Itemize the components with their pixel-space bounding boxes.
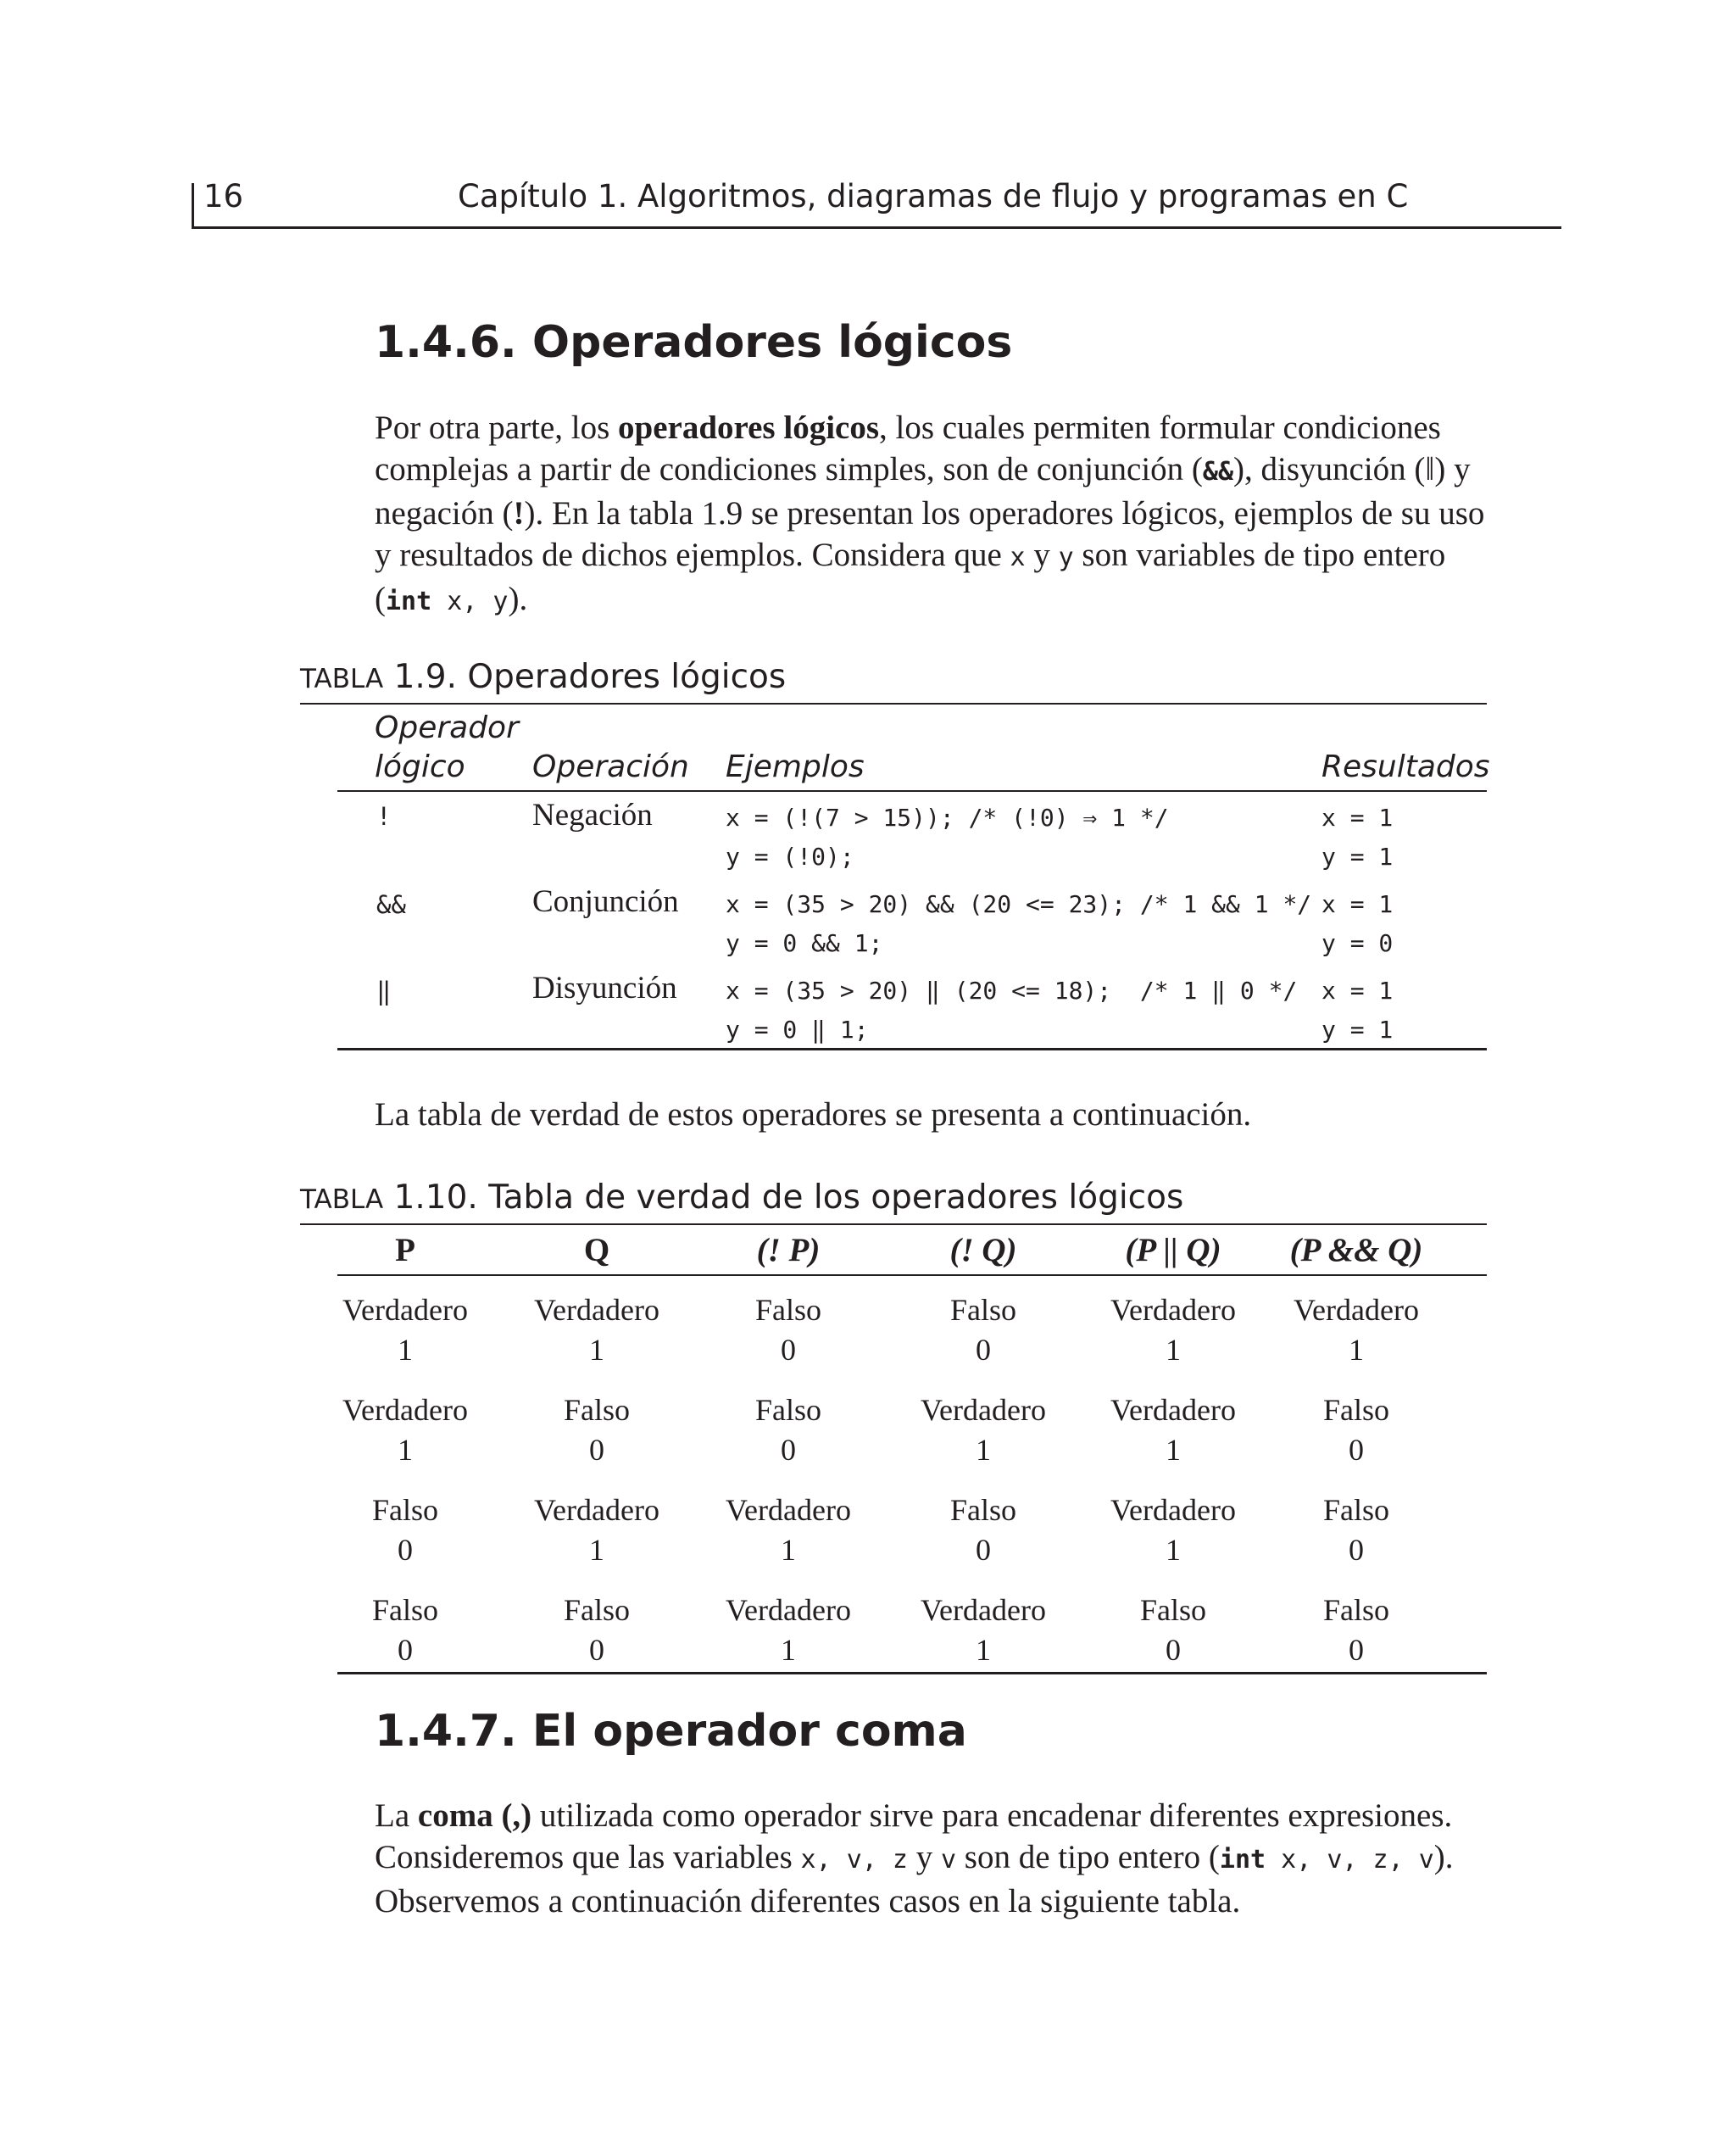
truth-word: Verdadero: [726, 1593, 851, 1627]
truth-value: 0: [398, 1633, 413, 1667]
example-line: y = 0 && 1;: [726, 929, 883, 957]
result-line: y = 1: [1321, 843, 1394, 871]
result-line: x = 1: [1321, 890, 1394, 918]
truth-word: Verdadero: [534, 1493, 659, 1527]
truth-value: 0: [781, 1333, 796, 1367]
truth-value: 1: [1349, 1333, 1364, 1367]
truth-word: Verdadero: [726, 1493, 851, 1527]
section-heading-1-4-7: 1.4.7. El operador coma: [375, 1706, 967, 1757]
header-rule: [192, 226, 1561, 229]
text-run: , los cuales permiten formular condiciones complejas a partir de condiciones simples, son de conjunción (: [375, 409, 1441, 487]
text-run: y: [907, 1839, 941, 1875]
inline-code-not: !: [513, 495, 525, 532]
result-line: y = 0: [1321, 929, 1394, 957]
text-run: ).: [508, 581, 528, 617]
col-header-not-q: (! Q): [949, 1232, 1017, 1268]
text-run: utilizada como operador sirve para encadenar diferentes expresiones. Consideremos que las variables: [375, 1797, 1453, 1875]
text-run: La: [375, 1797, 418, 1834]
truth-value: 0: [589, 1633, 604, 1667]
truth-value: 1: [398, 1433, 413, 1467]
caption-label: TABLA: [300, 1184, 384, 1215]
inline-code-int: int: [386, 587, 432, 616]
truth-word: Falso: [754, 1393, 821, 1427]
truth-value: 0: [589, 1433, 604, 1467]
text-run: son de tipo entero (: [956, 1839, 1220, 1875]
text-run: Por otra parte, los: [375, 409, 619, 446]
col-header-not-p: (! P): [756, 1232, 821, 1268]
truth-word: Verdadero: [342, 1393, 468, 1427]
truth-word: Falso: [1322, 1493, 1389, 1527]
truth-word: Verdadero: [921, 1593, 1046, 1627]
paragraph-logical-operators: [375, 407, 1494, 622]
col-header-operation: Operación: [532, 749, 689, 784]
truth-value: 1: [398, 1333, 413, 1367]
truth-word: Falso: [754, 1293, 821, 1327]
truth-value: 0: [398, 1533, 413, 1567]
text-run: y: [1025, 537, 1059, 573]
example-line: y = 0 ‖ 1;: [726, 1016, 869, 1044]
truth-value: 1: [781, 1533, 796, 1567]
truth-word: Falso: [949, 1293, 1016, 1327]
truth-word: Verdadero: [1110, 1293, 1236, 1327]
truth-word: Verdadero: [1110, 1493, 1236, 1527]
inline-code-vars: x, v, z: [800, 1845, 908, 1875]
result-line: y = 1: [1321, 1016, 1394, 1044]
page-number: 16: [203, 178, 244, 214]
truth-value: 1: [976, 1433, 991, 1467]
truth-word: Falso: [563, 1593, 630, 1627]
truth-value: 0: [976, 1333, 991, 1367]
operator-cell: !: [376, 802, 392, 831]
truth-word: Falso: [371, 1593, 438, 1627]
operation-cell: Negación: [532, 798, 653, 833]
text-run: ), disyunción (: [1233, 451, 1426, 487]
bold-term: operadores lógicos: [618, 409, 880, 446]
truth-word: Verdadero: [1110, 1393, 1236, 1427]
truth-value: 1: [589, 1533, 604, 1567]
table-1-10-bottom-rule: [337, 1672, 1487, 1674]
text-run: son variables de tipo entero (: [375, 537, 1446, 617]
inline-code-y: y: [1058, 543, 1074, 572]
table-1-10-header-rule: [337, 1274, 1487, 1276]
truth-value: 0: [1166, 1633, 1181, 1667]
table-1-10-caption: [300, 1178, 1183, 1217]
col-header-results: Resultados: [1321, 749, 1490, 784]
truth-word: Verdadero: [534, 1293, 659, 1327]
truth-value: 0: [1349, 1433, 1364, 1467]
caption-label: TABLA: [300, 664, 384, 694]
table-1-9-bottom-rule: [337, 1048, 1487, 1050]
example-line: x = (35 > 20) ‖ (20 <= 18); /* 1 ‖ 0 */: [726, 977, 1298, 1005]
truth-word: Verdadero: [921, 1393, 1046, 1427]
table-1-9-caption: [300, 658, 786, 696]
truth-word: Falso: [1139, 1593, 1206, 1627]
paragraph-comma-operator: [375, 1795, 1494, 1922]
section-heading-1-4-6: 1.4.6. Operadores lógicos: [375, 317, 1013, 368]
operation-cell: Disyunción: [532, 971, 677, 1006]
col-header-p: P: [395, 1232, 415, 1268]
truth-word: Falso: [1322, 1593, 1389, 1627]
col-header-examples: Ejemplos: [726, 749, 865, 784]
running-header-title: Capítulo 1. Algoritmos, diagramas de flujo y programas en C: [458, 178, 1409, 214]
inline-code-x: x: [1010, 543, 1026, 572]
header-vertical-rule: [192, 183, 194, 229]
text-run: ) y negación (: [375, 451, 1471, 532]
truth-word: Verdadero: [1294, 1293, 1419, 1327]
operator-cell: &&: [376, 890, 406, 919]
example-line: y = (!0);: [726, 843, 854, 871]
truth-value: 1: [1166, 1333, 1181, 1367]
table-1-9-header-rule: [337, 790, 1487, 792]
example-line: x = (!(7 > 15)); /* (!0) ⇒ 1 */: [726, 804, 1169, 832]
caption-text: 1.9. Operadores lógicos: [383, 658, 787, 696]
result-line: x = 1: [1321, 804, 1394, 832]
truth-word: Falso: [371, 1493, 438, 1527]
table-1-9-top-rule: [300, 703, 1487, 705]
truth-value: 0: [1349, 1633, 1364, 1667]
truth-word: Falso: [949, 1493, 1016, 1527]
inline-code-v: v: [940, 1845, 957, 1875]
caption-text: 1.10. Tabla de verdad de los operadores lógicos: [383, 1178, 1184, 1217]
truth-word: Falso: [563, 1393, 630, 1427]
col-header-p-or-q: (P || Q): [1125, 1232, 1221, 1268]
truth-value: 1: [781, 1633, 796, 1667]
truth-value: 0: [976, 1533, 991, 1567]
bold-term: coma (,): [417, 1797, 532, 1834]
text-run: ). Observemos a continuación diferentes casos en la siguiente tabla.: [375, 1839, 1454, 1919]
text-run: ). En la tabla 1.9 se presentan los operadores lógicos, ejemplos de su uso y resultados de dichos ejemplos. Considera que: [375, 495, 1485, 573]
col-header-p-and-q: (P && Q): [1289, 1232, 1423, 1268]
col-header-q: Q: [583, 1232, 610, 1268]
paragraph-truth-table-intro: La tabla de verdad de estos operadores se presenta a continuación.: [375, 1096, 1252, 1133]
operation-cell: Conjunción: [532, 884, 679, 919]
operator-cell: ‖: [376, 977, 392, 1006]
inline-code-decl: x, y: [431, 587, 509, 616]
col-header-operator-line2: lógico: [375, 749, 465, 784]
truth-value: 0: [1349, 1533, 1364, 1567]
truth-value: 1: [1166, 1533, 1181, 1567]
inline-code-int: int: [1219, 1845, 1266, 1875]
truth-value: 1: [589, 1333, 604, 1367]
truth-word: Falso: [1322, 1393, 1389, 1427]
inline-code-or: ‖: [1425, 451, 1435, 487]
table-1-10-top-rule: [300, 1223, 1487, 1225]
running-header: [192, 175, 1561, 229]
inline-code-and: &&: [1202, 457, 1234, 487]
col-header-operator-line1: Operador: [375, 710, 519, 745]
truth-word: Verdadero: [342, 1293, 468, 1327]
truth-value: 1: [976, 1633, 991, 1667]
truth-value: 0: [781, 1433, 796, 1467]
inline-code-decl: x, v, z, v: [1266, 1845, 1434, 1875]
truth-value: 1: [1166, 1433, 1181, 1467]
result-line: x = 1: [1321, 977, 1394, 1005]
example-line: x = (35 > 20) && (20 <= 23); /* 1 && 1 */: [726, 890, 1312, 918]
